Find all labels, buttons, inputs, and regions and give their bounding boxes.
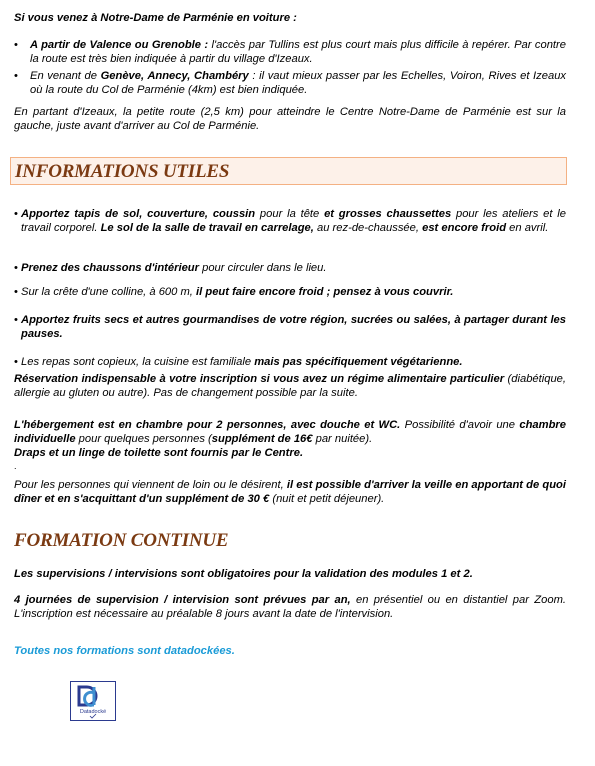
- formation-p2-t: en présentiel ou en distantiel par Zoom. L'inscription est nécessaire au préalable 8 jours avant la date de l'intervision.: [14, 594, 566, 620]
- info-p1-t4: en avril.: [506, 221, 549, 234]
- access-bullet-valence: [14, 39, 566, 66]
- access-izeaux: En partant d'Izeaux, la petite route (2,5 km) pour atteindre le Centre Notre-Dame de Parménie est sur la gauche, juste avant d'arriver au Col de Parménie.: [14, 106, 566, 132]
- bullet-icon: •: [14, 314, 18, 326]
- info-p1-b1: Apportez tapis de sol, couverture, coussin: [21, 208, 256, 220]
- info-p1-t3: au rez-de-chaussée,: [313, 221, 423, 234]
- access-b1-bold: A partir de Valence ou Grenoble :: [30, 39, 209, 51]
- datadock-logo-text: Datadocké: [79, 709, 107, 715]
- info-p3-b: il peut faire encore froid ; pensez à vous couvrir.: [196, 286, 454, 298]
- info-hebergement: [14, 419, 566, 446]
- info-p1-b4: est encore froid: [422, 221, 507, 234]
- info-p3-t: Sur la crête d'une colline, à 600 m,: [21, 286, 197, 298]
- section-title-informations: INFORMATIONS UTILES: [15, 161, 230, 182]
- info-item-tapis: [14, 208, 566, 235]
- info-p1-t2: pour les ateliers et le travail corporel.: [21, 208, 566, 234]
- bullet-icon: •: [14, 70, 18, 82]
- access-bullet-geneve: [14, 70, 566, 97]
- info-p9-t2: (nuit et petit déjeuner).: [269, 492, 385, 505]
- section-header-informations: [10, 157, 567, 185]
- access-heading-text: Si vous venez à Notre-Dame de Parménie en voiture :: [14, 12, 297, 24]
- info-p9-b1: il est possible d'arriver la veille en apportant de quoi dîner et en s'acquittant d'un supplément de 30 €: [14, 479, 566, 505]
- bullet-icon: •: [14, 208, 18, 220]
- info-dot: .: [14, 461, 17, 471]
- access-heading: [14, 12, 566, 26]
- formation-datadock: Toutes nos formations sont datadockées.: [14, 645, 235, 657]
- info-p1-b3: Le sol de la salle de travail en carrelage,: [100, 221, 314, 234]
- info-p1-b2: et grosses chaussettes: [324, 208, 452, 220]
- bullet-icon: •: [14, 356, 18, 368]
- info-veille: [14, 479, 566, 506]
- info-reservation: [14, 373, 566, 400]
- info-p6-b: Réservation indispensable à votre inscription si vous avez un régime alimentaire particulier: [14, 373, 505, 385]
- info-p6-t: (diabétique, allergie au gluten ou autre). Pas de changement possible par la suite.: [14, 373, 566, 399]
- access-b2-text: : il vaut mieux passer par les Echelles, Voiron, Rives et Izeaux où la route du Col de Parménie (4km) est bien indiquée.: [30, 70, 567, 96]
- info-p5-b: mais pas spécifiquement végétarienne.: [254, 356, 463, 368]
- access-b1-text: l'accès par Tullins est plus court mais plus difficile à repérer. Par contre la route est très bien indiquée à partir du village d'Izeaux.: [30, 39, 566, 65]
- formation-supervisions: [14, 568, 566, 582]
- access-b2-bold: Genève, Annecy, Chambéry: [100, 70, 249, 82]
- access-b2-pre: En venant de: [30, 70, 101, 82]
- info-p9-t1: Pour les personnes qui viennent de loin ou le désirent,: [14, 479, 287, 491]
- datadock-logo: [70, 681, 116, 721]
- formation-p1: Les supervisions / intervisions sont obligatoires pour la validation des modules 1 et 2.: [14, 568, 473, 580]
- info-item-chaussons: [14, 262, 566, 276]
- info-p1-t1: pour la tête: [255, 208, 325, 220]
- info-item-fruits: [14, 314, 566, 341]
- info-p7-b1: L'hébergement est en chambre pour 2 personnes, avec douche et WC.: [14, 419, 401, 431]
- formation-journees: [14, 594, 566, 621]
- info-p7-b3: supplément de 16€: [211, 432, 313, 445]
- info-p7-b2: chambre individuelle: [14, 419, 566, 445]
- info-p5-t: Les repas sont copieux, la cuisine est familiale: [21, 356, 255, 368]
- info-p2-t: pour circuler dans le lieu.: [199, 262, 327, 274]
- info-p7-t3: par nuitée).: [312, 432, 373, 445]
- bullet-icon: •: [14, 262, 18, 274]
- info-p7-t1: Possibilité d'avoir une: [400, 419, 520, 431]
- bullet-icon: •: [14, 286, 18, 298]
- info-item-repas: [14, 356, 566, 370]
- info-p7-t2: pour quelques personnes (: [75, 432, 212, 445]
- section-title-formation: FORMATION CONTINUE: [14, 530, 229, 551]
- formation-p2-b: 4 journées de supervision / intervision sont prévues par an,: [14, 594, 351, 606]
- info-p8: Draps et un linge de toilette sont fournis par le Centre.: [14, 447, 304, 459]
- info-draps: [14, 447, 566, 461]
- info-p2-b: Prenez des chaussons d'intérieur: [21, 262, 199, 274]
- datadock-logo-icon: [70, 681, 116, 721]
- bullet-icon: •: [14, 39, 18, 51]
- info-item-froid: [14, 286, 566, 300]
- info-p4-b: Apportez fruits secs et autres gourmandises de votre région, sucrées ou salées, à partager durant les pauses.: [21, 314, 566, 340]
